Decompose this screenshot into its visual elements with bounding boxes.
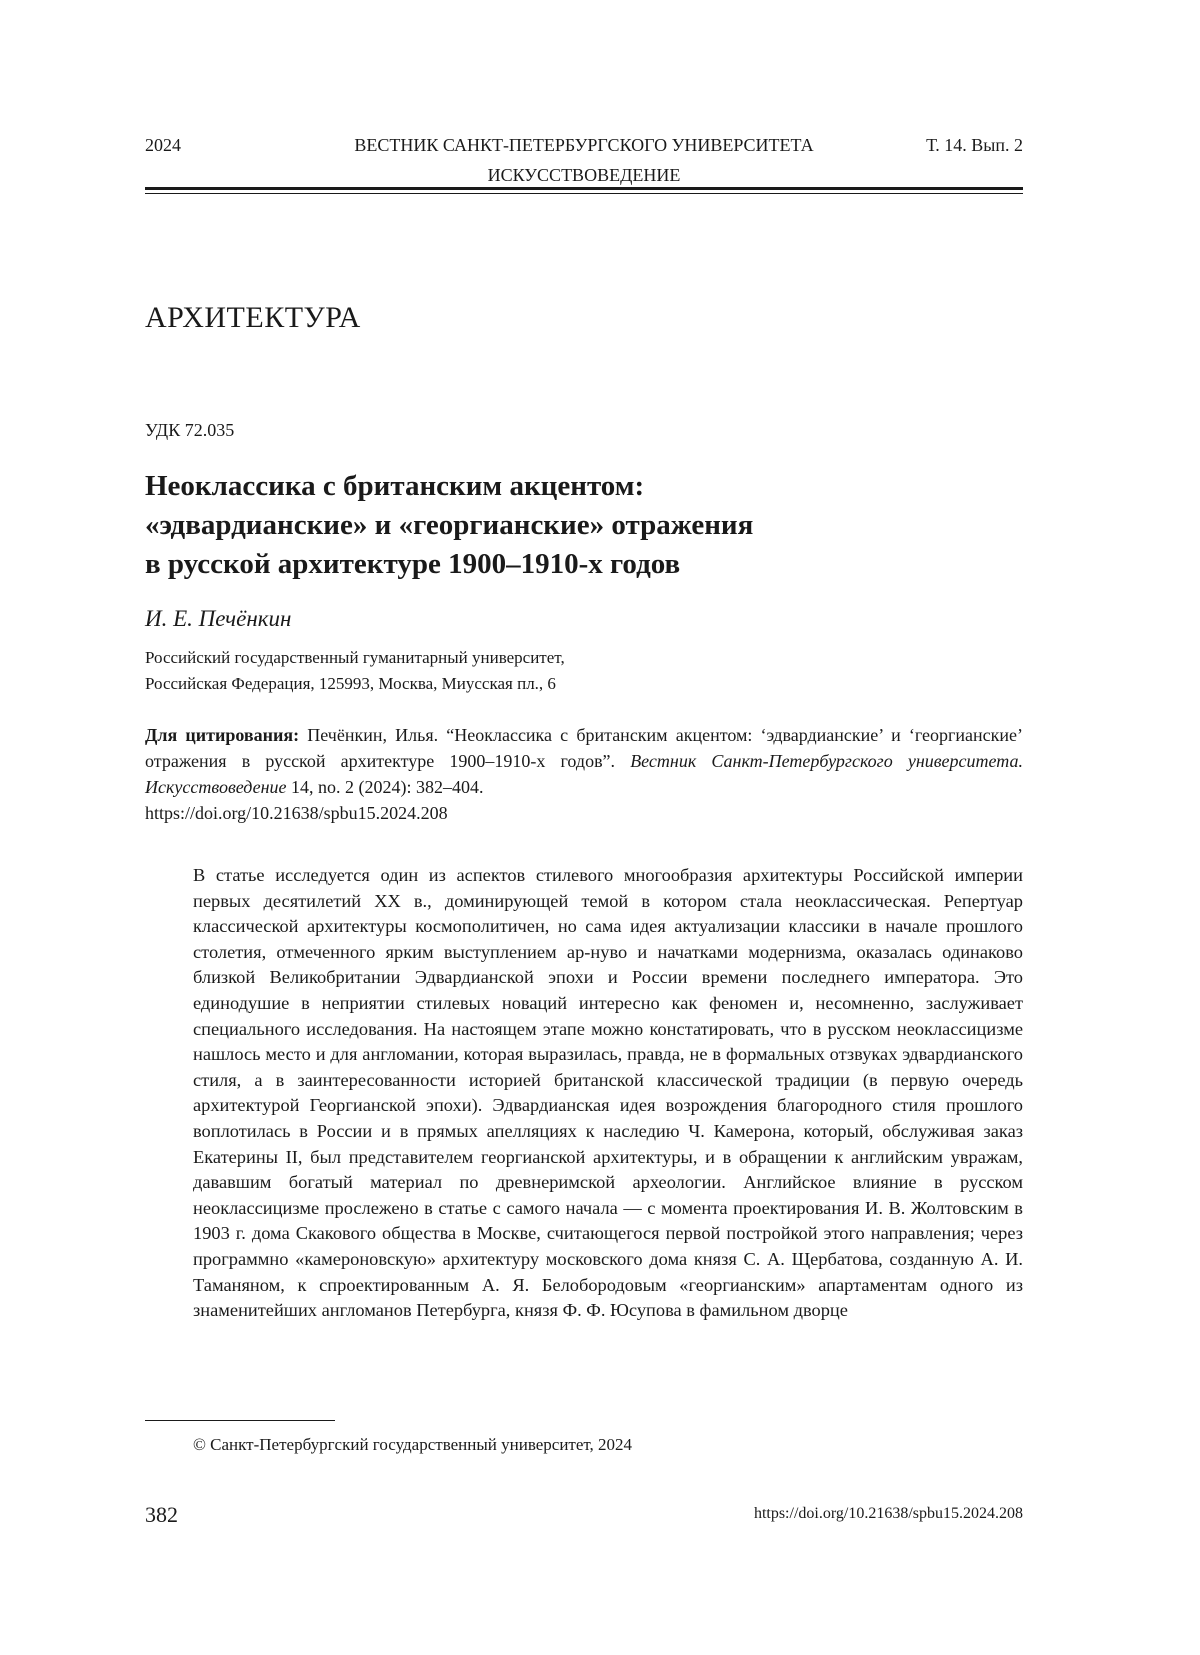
abstract-text: В статье исследуется один из аспектов стилевого многообразия архитектуры Российской империи первых десятилетий XX в., доминирующей темой в котором стала неоклассическая. Репертуар классической архитектуры космополитичен, но сама идея актуализации классики в начале прошлого столетия, отмеченного ярким выступлением ар-нуво и начатками модернизма, оказалась одинаково близкой Великобритании Эдвардианской эпохи и России времени последнего императора. Это единодушие в неприятии стилевых новаций интересно как феномен и, несомненно, заслуживает специального исследования. На настоящем этапе можно констатировать, что в русском неоклассицизме нашлось место и для англомании, которая выразилась, правда, не в формальных отзвуках эдвардианского стиля, а в заинтересованности историей британской классической традиции (в первую очередь архитектурой Георгианской эпохи). Эдвардианская идея возрождения благородного стиля прошлого воплотилась в России и в прямых апелляциях к наследию Ч. Камерона, который, обслуживая заказ Екатерины II, был представителем георгианской архитектуры, и в обращении к английским увражам, дававшим богатый материал по древнеримской археологии. Английское влияние в русском неоклассицизме прослежено в статье с самого начала — с момента проектирования И. В. Жолтовским в 1903 г. дома Скакового общества в Москве, считающегося первой постройкой этого направления; через программно «камероновскую» архитектуру московского дома князя С. А. Щербатова, созданную А. И. Таманяном, к спроектированным А. Я. Белобородовым «георгианским» апартаментам одного из знаменитейших англоманов Петербурга, князя Ф. Ф. Юсупова в фамильном дворце	[193, 865, 1023, 1321]
header-journal-line2: ИСКУССТВОВЕДЕНИЕ	[487, 165, 681, 185]
section-title: АРХИТЕКТУРА	[145, 301, 361, 334]
citation-doi-link[interactable]: https://doi.org/10.21638/spbu15.2024.208	[145, 803, 448, 823]
copyright-notice: © Санкт-Петербургский государственный университет, 2024	[193, 1435, 633, 1454]
citation-issue: 14, no. 2 (2024): 382–404.	[291, 777, 484, 797]
udk-code: УДК 72.035	[145, 420, 235, 440]
author-name: И. Е. Печёнкин	[145, 606, 292, 631]
header-year: 2024	[145, 135, 181, 155]
citation-journal: Вестник Санкт-Петербургского университета. Искусствоведение	[145, 751, 1024, 797]
header-rule-thick	[145, 187, 1023, 190]
header-rule-thin	[145, 193, 1023, 194]
running-head	[145, 130, 1023, 190]
affiliation	[145, 645, 565, 697]
article-title-line3: в русской архитектуре 1900–1910-х годов	[145, 548, 681, 580]
footer-doi-link[interactable]: https://doi.org/10.21638/spbu15.2024.208	[753, 1505, 1023, 1522]
page-number: 382	[145, 1502, 178, 1527]
article-title-line1: Неоклассика с британским акцентом:	[145, 470, 645, 502]
header-journal-line1: ВЕСТНИК САНКТ-ПЕТЕРБУРГСКОГО УНИВЕРСИТЕТА	[354, 135, 814, 155]
header-volume: Т. 14. Вып. 2	[926, 135, 1023, 155]
affiliation-line2: Российская Федерация, 125993, Москва, Миусская пл., 6	[145, 674, 556, 693]
article-title	[145, 467, 1005, 584]
citation-block	[145, 722, 1023, 826]
article-title-line2: «эдвардианские» и «георгианские» отражения	[145, 509, 754, 541]
abstract	[193, 863, 1023, 1324]
citation-text: Печёнкин, Илья. “Неоклассика с британским акцентом: ‘эдвардианские’ и ‘георгианские’ отражения в русской архитектуре 1900–1910-х годов”.	[145, 725, 1024, 771]
affiliation-line1: Российский государственный гуманитарный университет,	[145, 648, 565, 667]
header-journal-title	[145, 130, 1023, 190]
footnote-rule	[145, 1420, 335, 1421]
citation-label: Для цитирования:	[145, 725, 300, 745]
